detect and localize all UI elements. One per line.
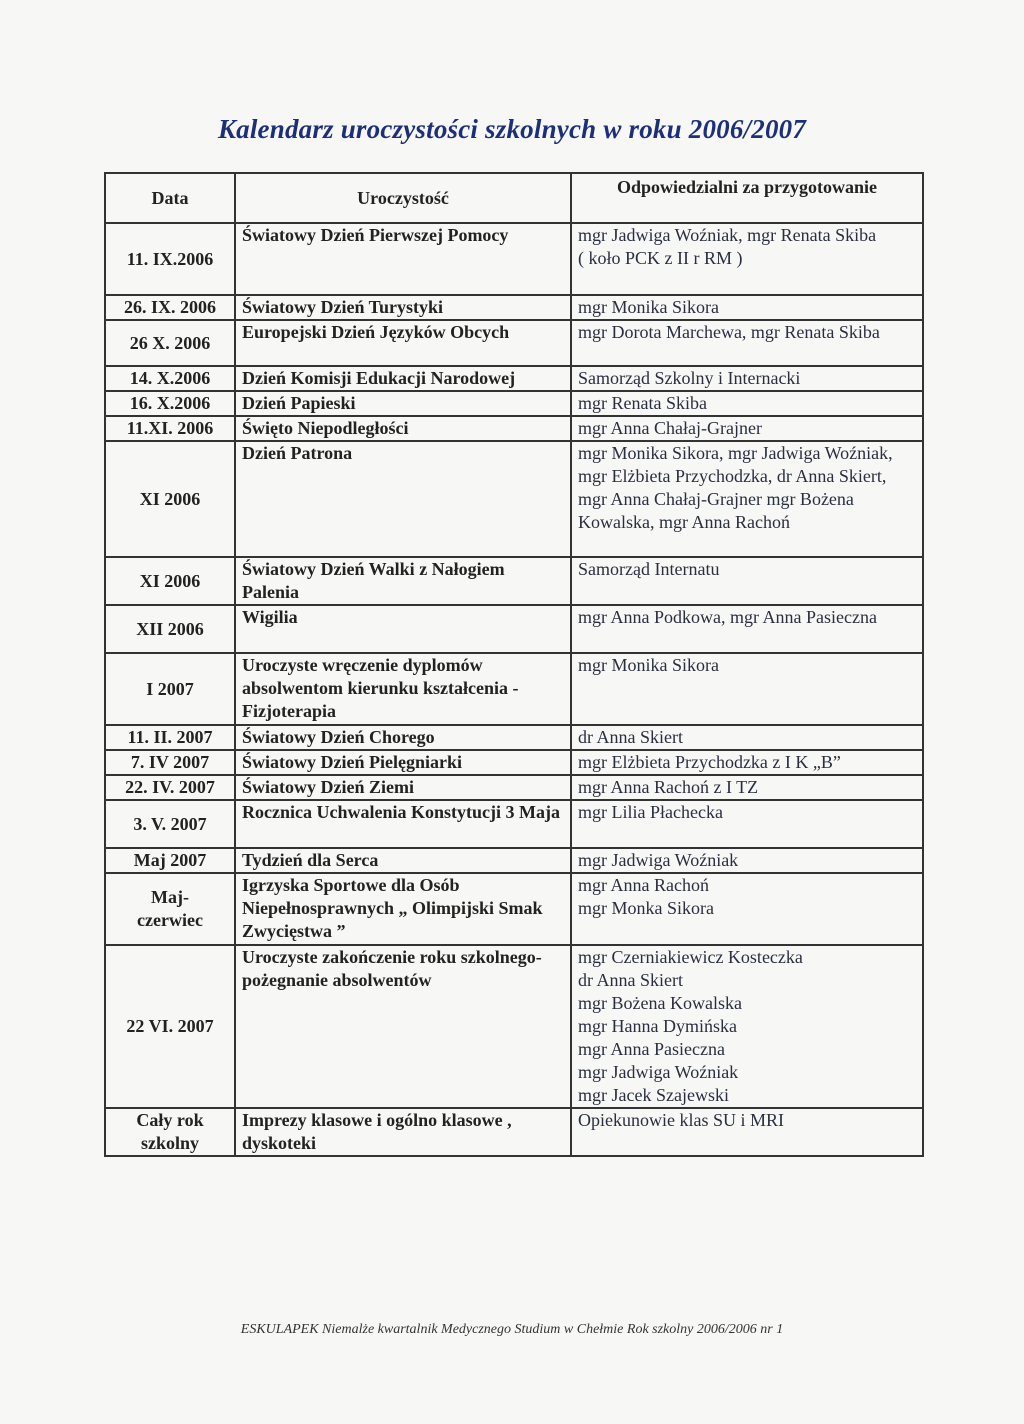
row-event: Uroczyste wręczenie dyplomów absolwentom kierunku kształcenia - Fizjoterapia <box>235 653 571 725</box>
row-date: 16. X.2006 <box>105 391 235 416</box>
table-header-row <box>105 173 923 223</box>
row-date: 26 X. 2006 <box>105 320 235 366</box>
row-event: Wigilia <box>235 605 571 653</box>
row-responsible: mgr Monika Sikora <box>571 295 923 320</box>
table-row <box>105 848 923 873</box>
row-responsible: Opiekunowie klas SU i MRI <box>571 1108 923 1156</box>
header-date: Data <box>105 173 235 223</box>
table-row <box>105 223 923 295</box>
row-date: 11.XI. 2006 <box>105 416 235 441</box>
table-row <box>105 800 923 848</box>
row-event: Igrzyska Sportowe dla Osób Niepełnosprawnych „ Olimpijski Smak Zwycięstwa ” <box>235 873 571 945</box>
row-event: Święto Niepodległości <box>235 416 571 441</box>
row-date: Maj- czerwiec <box>105 873 235 945</box>
row-responsible: Samorząd Internatu <box>571 557 923 605</box>
row-date: XI 2006 <box>105 441 235 557</box>
row-event: Światowy Dzień Chorego <box>235 725 571 750</box>
row-responsible: mgr Anna Podkowa, mgr Anna Pasieczna <box>571 605 923 653</box>
row-responsible: mgr Anna Rachoń mgr Monka Sikora <box>571 873 923 945</box>
table-row <box>105 605 923 653</box>
row-event: Rocznica Uchwalenia Konstytucji 3 Maja <box>235 800 571 848</box>
row-responsible: mgr Czerniakiewicz Kosteczka dr Anna Skiert mgr Bożena Kowalska mgr Hanna Dymińska mgr Anna Pasieczna mgr Jadwiga Woźniak mgr Jacek Szajewski <box>571 945 923 1108</box>
page-footer: ESKULAPEK Niemalże kwartalnik Medycznego Studium w Chełmie Rok szkolny 2006/2006 nr 1 <box>240 1322 784 1337</box>
row-responsible: mgr Elżbieta Przychodzka z I K „B” <box>571 750 923 775</box>
table-row <box>105 366 923 391</box>
table-row <box>105 441 923 557</box>
row-date: 11. IX.2006 <box>105 223 235 295</box>
row-date: 26. IX. 2006 <box>105 295 235 320</box>
row-event: Uroczyste zakończenie roku szkolnego-pożegnanie absolwentów <box>235 945 571 1108</box>
row-responsible: mgr Renata Skiba <box>571 391 923 416</box>
row-responsible: mgr Jadwiga Woźniak, mgr Renata Skiba ( koło PCK z II r RM ) <box>571 223 923 295</box>
row-date: Maj 2007 <box>105 848 235 873</box>
table-row <box>105 295 923 320</box>
table-row <box>105 557 923 605</box>
header-event: Uroczystość <box>235 173 571 223</box>
table-row <box>105 320 923 366</box>
row-date: XII 2006 <box>105 605 235 653</box>
row-responsible: mgr Anna Chałaj-Grajner <box>571 416 923 441</box>
table-row <box>105 750 923 775</box>
row-event: Dzień Papieski <box>235 391 571 416</box>
table-row <box>105 775 923 800</box>
row-responsible: dr Anna Skiert <box>571 725 923 750</box>
row-date: 3. V. 2007 <box>105 800 235 848</box>
row-responsible: mgr Monika Sikora, mgr Jadwiga Woźniak, mgr Elżbieta Przychodzka, dr Anna Skiert, mgr Anna Chałaj-Grajner mgr Bożena Kowalska, mgr Anna Rachoń <box>571 441 923 557</box>
row-responsible: mgr Monika Sikora <box>571 653 923 725</box>
row-date: I 2007 <box>105 653 235 725</box>
row-responsible: mgr Dorota Marchewa, mgr Renata Skiba <box>571 320 923 366</box>
row-responsible: mgr Anna Rachoń z I TZ <box>571 775 923 800</box>
row-event: Światowy Dzień Turystyki <box>235 295 571 320</box>
table-row <box>105 1108 923 1156</box>
row-date: 14. X.2006 <box>105 366 235 391</box>
table-row <box>105 725 923 750</box>
table-body <box>105 223 923 1156</box>
table-row <box>105 653 923 725</box>
row-date: 22. IV. 2007 <box>105 775 235 800</box>
table-row <box>105 873 923 945</box>
row-date: 22 VI. 2007 <box>105 945 235 1108</box>
table-row <box>105 416 923 441</box>
row-event: Dzień Komisji Edukacji Narodowej <box>235 366 571 391</box>
row-responsible: mgr Jadwiga Woźniak <box>571 848 923 873</box>
row-event: Światowy Dzień Pielęgniarki <box>235 750 571 775</box>
row-date: Cały rok szkolny <box>105 1108 235 1156</box>
row-event: Imprezy klasowe i ogólno klasowe , dyskoteki <box>235 1108 571 1156</box>
row-responsible: Samorząd Szkolny i Internacki <box>571 366 923 391</box>
table-row <box>105 945 923 1108</box>
row-event: Światowy Dzień Pierwszej Pomocy <box>235 223 571 295</box>
row-date: XI 2006 <box>105 557 235 605</box>
header-responsible: Odpowiedzialni za przygotowanie <box>571 173 923 223</box>
row-event: Światowy Dzień Walki z Nałogiem Palenia <box>235 557 571 605</box>
row-date: 7. IV 2007 <box>105 750 235 775</box>
row-date: 11. II. 2007 <box>105 725 235 750</box>
page-title: Kalendarz uroczystości szkolnych w roku 2006/2007 <box>217 114 807 144</box>
row-event: Europejski Dzień Języków Obcych <box>235 320 571 366</box>
row-event: Światowy Dzień Ziemi <box>235 775 571 800</box>
row-event: Dzień Patrona <box>235 441 571 557</box>
row-event: Tydzień dla Serca <box>235 848 571 873</box>
table-row <box>105 391 923 416</box>
events-calendar-table <box>104 172 924 1157</box>
row-responsible: mgr Lilia Płachecka <box>571 800 923 848</box>
